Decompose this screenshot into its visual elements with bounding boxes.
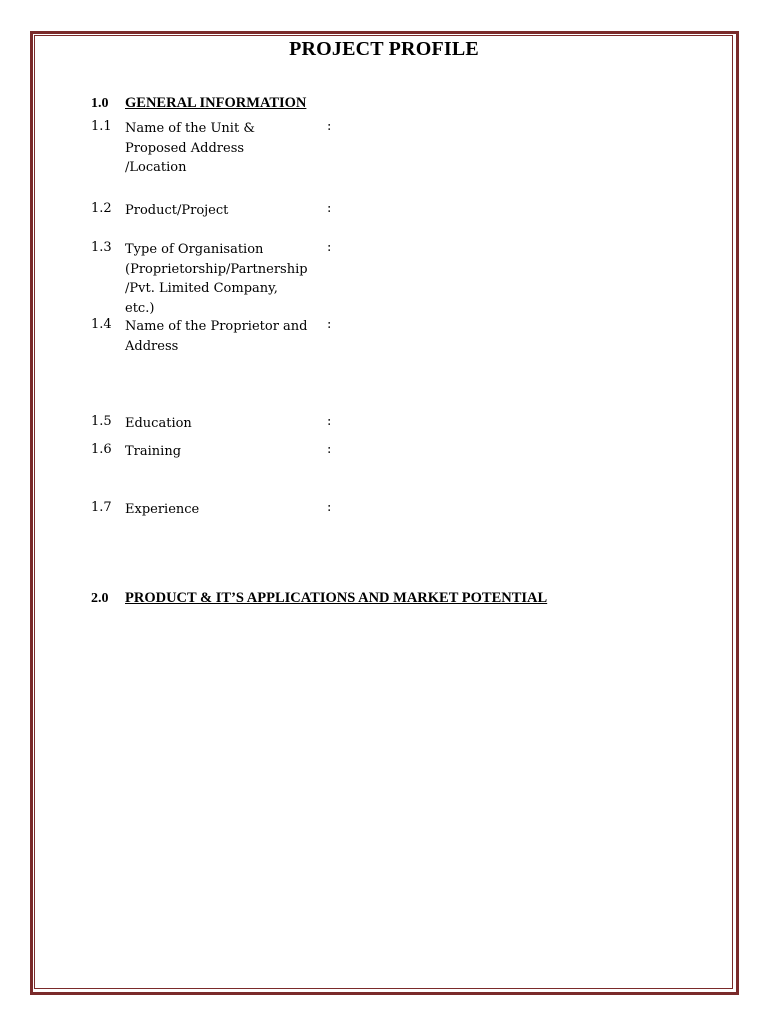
field-label: Name of the Proprietor and Address <box>125 319 308 354</box>
field-colon: : <box>327 317 332 332</box>
section-title-product-applications: PRODUCT & IT’S APPLICATIONS AND MARKET POTENTIAL <box>125 590 548 606</box>
field-colon: : <box>327 119 332 134</box>
field-number: 1.1 <box>91 119 112 134</box>
field-colon: : <box>327 201 332 216</box>
field-colon: : <box>327 414 332 429</box>
field-label: Training <box>125 444 182 459</box>
field-number: 1.4 <box>91 317 112 332</box>
field-label: Education <box>125 416 192 431</box>
field-number: 1.3 <box>91 240 112 255</box>
field-label: Experience <box>125 502 200 517</box>
field-colon: : <box>327 240 332 255</box>
page-title: PROJECT PROFILE <box>289 38 479 60</box>
field-number: 1.6 <box>91 442 112 457</box>
field-number: 1.7 <box>91 500 112 515</box>
section-number: 2.0 <box>91 591 109 606</box>
field-label: Type of Organisation (Proprietorship/Partnership /Pvt. Limited Company, etc.) <box>125 242 308 316</box>
section-title-general-information: GENERAL INFORMATION <box>125 95 307 111</box>
field-colon: : <box>327 442 332 457</box>
section-number: 1.0 <box>91 96 109 111</box>
field-colon: : <box>327 500 332 515</box>
field-number: 1.2 <box>91 201 112 216</box>
field-label: Name of the Unit & Proposed Address /Location <box>125 121 255 175</box>
field-label: Product/Project <box>125 203 229 218</box>
field-number: 1.5 <box>91 414 112 429</box>
